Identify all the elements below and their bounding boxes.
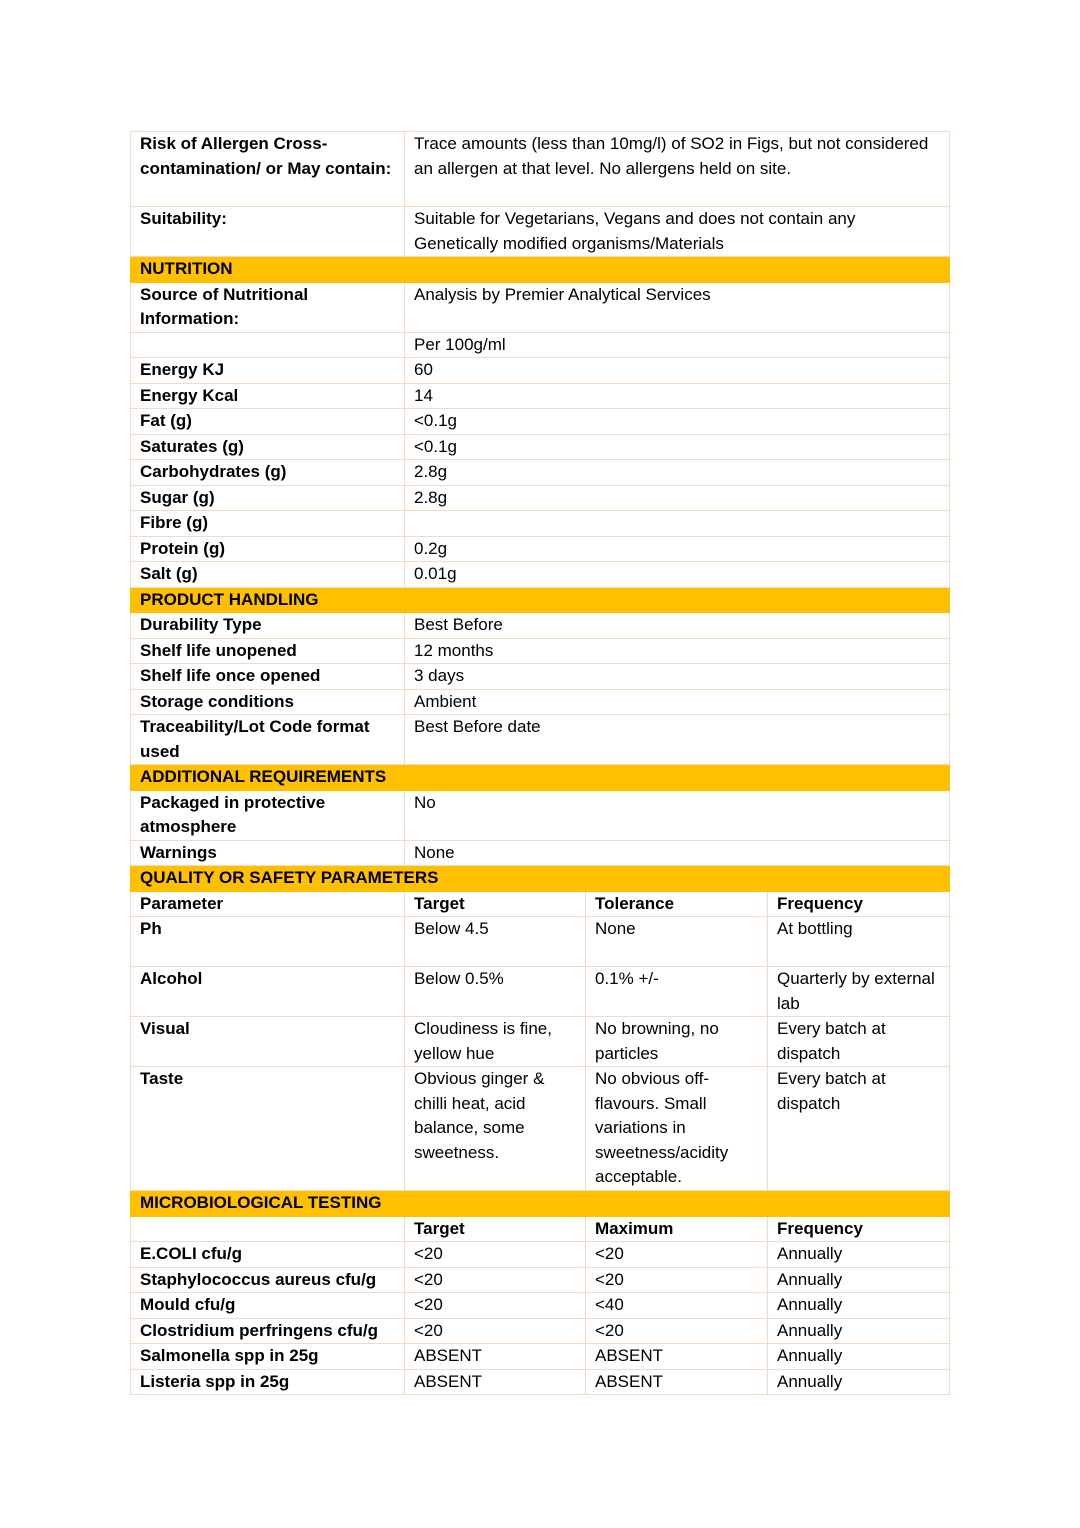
handling-row — [131, 664, 950, 690]
quality-section-header — [131, 866, 950, 892]
micro-parameter: Listeria spp in 25g — [131, 1369, 405, 1395]
micro-maximum: <20 — [586, 1267, 768, 1293]
micro-parameter: Salmonella spp in 25g — [131, 1344, 405, 1370]
micro-row — [131, 1242, 950, 1268]
quality-row — [131, 1067, 950, 1191]
micro-maximum: <20 — [586, 1318, 768, 1344]
nutrition-row — [131, 383, 950, 409]
micro-row — [131, 1318, 950, 1344]
quality-parameter: Ph — [131, 917, 405, 967]
nutrition-value: 2.8g — [405, 460, 950, 486]
handling-value: 3 days — [405, 664, 950, 690]
micro-header-target: Target — [405, 1216, 586, 1242]
handling-value: Best Before date — [405, 715, 950, 765]
micro-target: ABSENT — [405, 1344, 586, 1370]
nutrition-row — [131, 536, 950, 562]
additional-label: Packaged in protective atmosphere — [131, 790, 405, 840]
allergen-row — [131, 132, 950, 207]
micro-target: <20 — [405, 1293, 586, 1319]
micro-frequency: Annually — [768, 1318, 950, 1344]
product-spec-table — [130, 131, 950, 1395]
quality-target: Below 0.5% — [405, 967, 586, 1017]
micro-target: <20 — [405, 1267, 586, 1293]
micro-maximum: ABSENT — [586, 1344, 768, 1370]
handling-label: Durability Type — [131, 613, 405, 639]
micro-row — [131, 1267, 950, 1293]
nutrition-value: <0.1g — [405, 409, 950, 435]
additional-value: None — [405, 840, 950, 866]
handling-value: 12 months — [405, 638, 950, 664]
micro-header-parameter — [131, 1216, 405, 1242]
nutrition-row — [131, 485, 950, 511]
quality-target: Cloudiness is fine, yellow hue — [405, 1017, 586, 1067]
nutrition-per-label — [131, 332, 405, 358]
handling-row — [131, 638, 950, 664]
micro-frequency: Annually — [768, 1369, 950, 1395]
quality-header-target: Target — [405, 891, 586, 917]
nutrition-row — [131, 460, 950, 486]
micro-maximum: <40 — [586, 1293, 768, 1319]
nutrition-row — [131, 434, 950, 460]
micro-parameter: Staphylococcus aureus cfu/g — [131, 1267, 405, 1293]
micro-parameter: Mould cfu/g — [131, 1293, 405, 1319]
quality-frequency: Every batch at dispatch — [768, 1017, 950, 1067]
additional-row — [131, 840, 950, 866]
nutrition-label: Fat (g) — [131, 409, 405, 435]
nutrition-per-value: Per 100g/ml — [405, 332, 950, 358]
nutrition-label: Carbohydrates (g) — [131, 460, 405, 486]
nutrition-row — [131, 358, 950, 384]
nutrition-label: Salt (g) — [131, 562, 405, 588]
nutrition-title: NUTRITION — [131, 257, 950, 283]
quality-frequency: Every batch at dispatch — [768, 1067, 950, 1191]
micro-row — [131, 1344, 950, 1370]
nutrition-value: 2.8g — [405, 485, 950, 511]
quality-row — [131, 1017, 950, 1067]
nutrition-value: 0.2g — [405, 536, 950, 562]
nutrition-label: Sugar (g) — [131, 485, 405, 511]
quality-row — [131, 967, 950, 1017]
micro-header-row — [131, 1216, 950, 1242]
nutrition-label: Protein (g) — [131, 536, 405, 562]
quality-tolerance: None — [586, 917, 768, 967]
handling-row — [131, 689, 950, 715]
micro-frequency: Annually — [768, 1267, 950, 1293]
quality-frequency: At bottling — [768, 917, 950, 967]
quality-tolerance: No obvious off-flavours. Small variations in sweetness/acidity acceptable. — [586, 1067, 768, 1191]
suitability-label: Suitability: — [131, 207, 405, 257]
additional-title: ADDITIONAL REQUIREMENTS — [131, 765, 950, 791]
handling-label: Storage conditions — [131, 689, 405, 715]
quality-frequency: Quarterly by external lab — [768, 967, 950, 1017]
nutrition-value: <0.1g — [405, 434, 950, 460]
nutrition-section-header — [131, 257, 950, 283]
micro-target: <20 — [405, 1242, 586, 1268]
quality-tolerance: No browning, no particles — [586, 1017, 768, 1067]
nutrition-value — [405, 511, 950, 537]
handling-row — [131, 613, 950, 639]
handling-row — [131, 715, 950, 765]
micro-maximum: <20 — [586, 1242, 768, 1268]
nutrition-value: 14 — [405, 383, 950, 409]
micro-frequency: Annually — [768, 1344, 950, 1370]
nutrition-label: Saturates (g) — [131, 434, 405, 460]
quality-tolerance: 0.1% +/- — [586, 967, 768, 1017]
suitability-value: Suitable for Vegetarians, Vegans and does not contain any Genetically modified organisms/Materials — [405, 207, 950, 257]
quality-title: QUALITY OR SAFETY PARAMETERS — [131, 866, 950, 892]
nutrition-row — [131, 562, 950, 588]
quality-header-frequency: Frequency — [768, 891, 950, 917]
allergen-value: Trace amounts (less than 10mg/l) of SO2 in Figs, but not considered an allergen at that level. No allergens held on site. — [405, 132, 950, 207]
micro-header-frequency: Frequency — [768, 1216, 950, 1242]
handling-label: Traceability/Lot Code format used — [131, 715, 405, 765]
micro-frequency: Annually — [768, 1293, 950, 1319]
nutrition-value: 0.01g — [405, 562, 950, 588]
nutrition-label: Energy Kcal — [131, 383, 405, 409]
micro-parameter: Clostridium perfringens cfu/g — [131, 1318, 405, 1344]
additional-value: No — [405, 790, 950, 840]
quality-parameter: Alcohol — [131, 967, 405, 1017]
quality-parameter: Visual — [131, 1017, 405, 1067]
micro-frequency: Annually — [768, 1242, 950, 1268]
handling-label: Shelf life once opened — [131, 664, 405, 690]
micro-target: ABSENT — [405, 1369, 586, 1395]
handling-title: PRODUCT HANDLING — [131, 587, 950, 613]
micro-maximum: ABSENT — [586, 1369, 768, 1395]
additional-label: Warnings — [131, 840, 405, 866]
micro-row — [131, 1293, 950, 1319]
nutrition-source-value: Analysis by Premier Analytical Services — [405, 282, 950, 332]
suitability-row — [131, 207, 950, 257]
handling-value: Ambient — [405, 689, 950, 715]
quality-target: Obvious ginger & chilli heat, acid balance, some sweetness. — [405, 1067, 586, 1191]
additional-section-header — [131, 765, 950, 791]
nutrition-source-row — [131, 282, 950, 332]
quality-header-tolerance: Tolerance — [586, 891, 768, 917]
micro-header-maximum: Maximum — [586, 1216, 768, 1242]
quality-header-parameter: Parameter — [131, 891, 405, 917]
nutrition-row — [131, 511, 950, 537]
quality-row — [131, 917, 950, 967]
micro-title: MICROBIOLOGICAL TESTING — [131, 1191, 950, 1217]
nutrition-label: Fibre (g) — [131, 511, 405, 537]
nutrition-source-label: Source of Nutritional Information: — [131, 282, 405, 332]
handling-value: Best Before — [405, 613, 950, 639]
micro-section-header — [131, 1191, 950, 1217]
nutrition-per-row — [131, 332, 950, 358]
allergen-label: Risk of Allergen Cross-contamination/ or May contain: — [131, 132, 405, 207]
micro-parameter: E.COLI cfu/g — [131, 1242, 405, 1268]
quality-target: Below 4.5 — [405, 917, 586, 967]
quality-parameter: Taste — [131, 1067, 405, 1191]
nutrition-row — [131, 409, 950, 435]
quality-header-row — [131, 891, 950, 917]
micro-target: <20 — [405, 1318, 586, 1344]
nutrition-label: Energy KJ — [131, 358, 405, 384]
handling-section-header — [131, 587, 950, 613]
additional-row — [131, 790, 950, 840]
handling-label: Shelf life unopened — [131, 638, 405, 664]
nutrition-value: 60 — [405, 358, 950, 384]
micro-row — [131, 1369, 950, 1395]
